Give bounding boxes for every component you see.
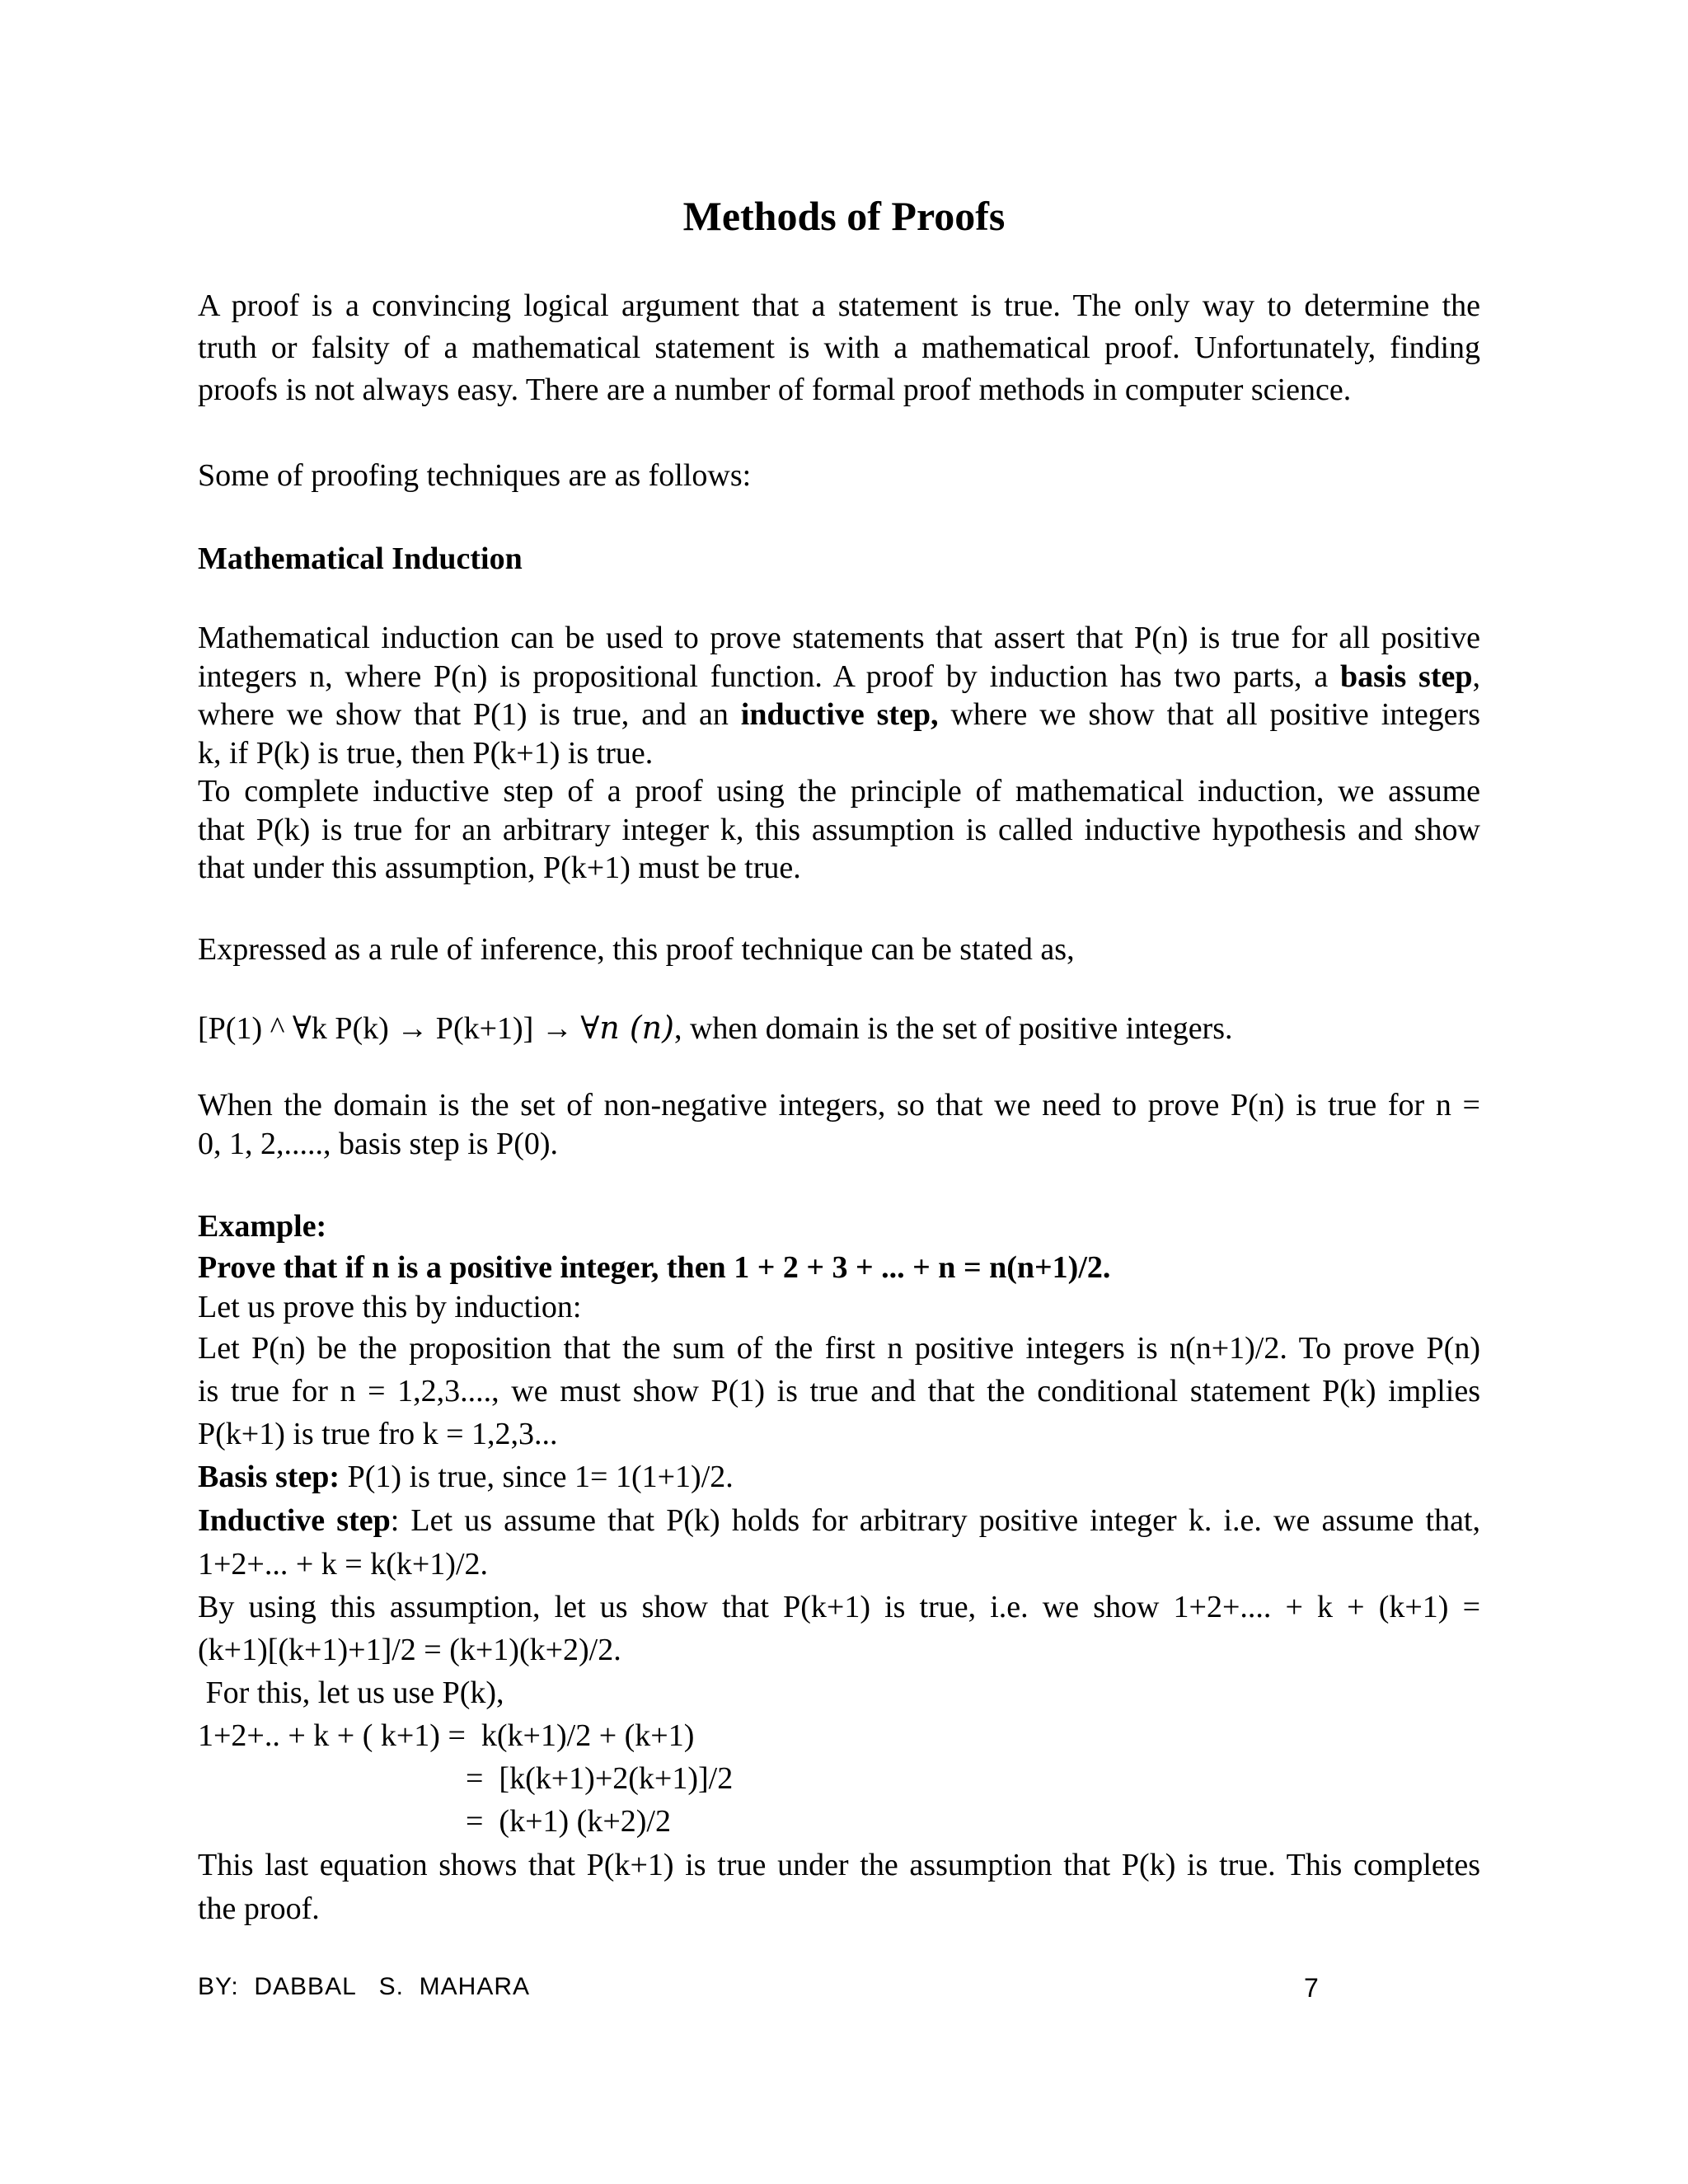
example-statement: Prove that if n is a positive integer, then 1 + 2 + 3 + ... + n = n(n+1)/2. (198, 1250, 1111, 1285)
example-label: Example: (198, 1209, 327, 1244)
induction-paragraph (198, 619, 1480, 888)
techniques-intro: Some of proofing techniques are as follows: (198, 458, 752, 493)
example-line: By using this assumption, let us show that P(k+1) is true, i.e. we show 1+2+.... + k + (k+1) = (198, 1590, 1480, 1624)
induction-line: Mathematical induction can be used to prove statements that assert that P(n) is true for all positive (198, 621, 1480, 655)
section-heading: Mathematical Induction (198, 541, 523, 576)
conclusion-line: This last equation shows that P(k+1) is true under the assumption that P(k) is true. This completes (198, 1848, 1480, 1882)
domain-note (198, 1086, 1480, 1163)
intro-line: A proof is a convincing logical argument that a statement is true. The only way to determine the (198, 288, 1480, 323)
induction-line: k, if P(k) is true, then P(k+1) is true. (198, 735, 654, 771)
page-title: Methods of Proofs (682, 193, 1006, 239)
intro-paragraph (198, 285, 1480, 411)
basis-step-line: Basis step: P(1) is true, since 1= 1(1+1)/2. (198, 1460, 734, 1494)
intro-line: proofs is not always easy. There are a number of formal proof methods in computer science. (198, 373, 1352, 407)
basis-step-term: basis step (1339, 658, 1473, 694)
example-line: For this, let us use P(k), (198, 1675, 504, 1710)
domain-line: 0, 1, 2,....., basis step is P(0). (198, 1126, 558, 1161)
intro-line: truth or falsity of a mathematical statement is with a mathematical proof. Unfortunately, finding (198, 330, 1480, 365)
conclusion-line: the proof. (198, 1891, 320, 1926)
induction-line: where we show that P(1) is true, and an inductive step, where we show that all positive integers (198, 697, 1480, 732)
induction-line: that P(k) is true for an arbitrary integer k, this assumption is called inductive hypothesis and show (198, 812, 1480, 847)
example-block (198, 1205, 1480, 1930)
equation-line: 1+2+.. + k + ( k+1) = k(k+1)/2 + (k+1) (198, 1718, 695, 1753)
example-line: P(k+1) is true fro k = 1,2,3... (198, 1417, 558, 1451)
example-line: 1+2+... + k = k(k+1)/2. (198, 1547, 489, 1582)
equation-line: = (k+1) (k+2)/2 (466, 1804, 671, 1839)
page-number: 7 (1304, 1973, 1319, 2003)
example-line: (k+1)[(k+1)+1]/2 = (k+1)(k+2)/2. (198, 1633, 621, 1667)
inductive-step-line: Inductive step: Let us assume that P(k) holds for arbitrary positive integer k. i.e. we assume that, (198, 1503, 1480, 1538)
footer-author: BY: DABBAL S. MAHARA (198, 1973, 531, 2000)
example-line: Let P(n) be the proposition that the sum of the first n positive integers is n(n+1)/2. To prove P(n) (198, 1331, 1480, 1366)
induction-line: integers n, where P(n) is propositional function. A proof by induction has two parts, a basis step, (198, 658, 1480, 694)
equation-line: = [k(k+1)+2(k+1)]/2 (466, 1761, 734, 1796)
example-line: is true for n = 1,2,3...., we must show P(1) is true and that the conditional statement P(k) implies (198, 1374, 1480, 1408)
induction-line: To complete inductive step of a proof using the principle of mathematical induction, we assume (198, 774, 1480, 808)
example-lead: Let us prove this by induction: (198, 1290, 582, 1324)
induction-formula: [P(1) ^ ∀k P(k) → P(k+1)] → ∀n (n), when domain is the set of positive integers. (198, 1010, 1233, 1046)
inductive-step-term: inductive step, (740, 697, 939, 732)
induction-line: that under this assumption, P(k+1) must be true. (198, 851, 801, 885)
rule-intro: Expressed as a rule of inference, this proof technique can be stated as, (198, 932, 1075, 967)
domain-line: When the domain is the set of non-negative integers, so that we need to prove P(n) is true for n = (198, 1088, 1480, 1122)
